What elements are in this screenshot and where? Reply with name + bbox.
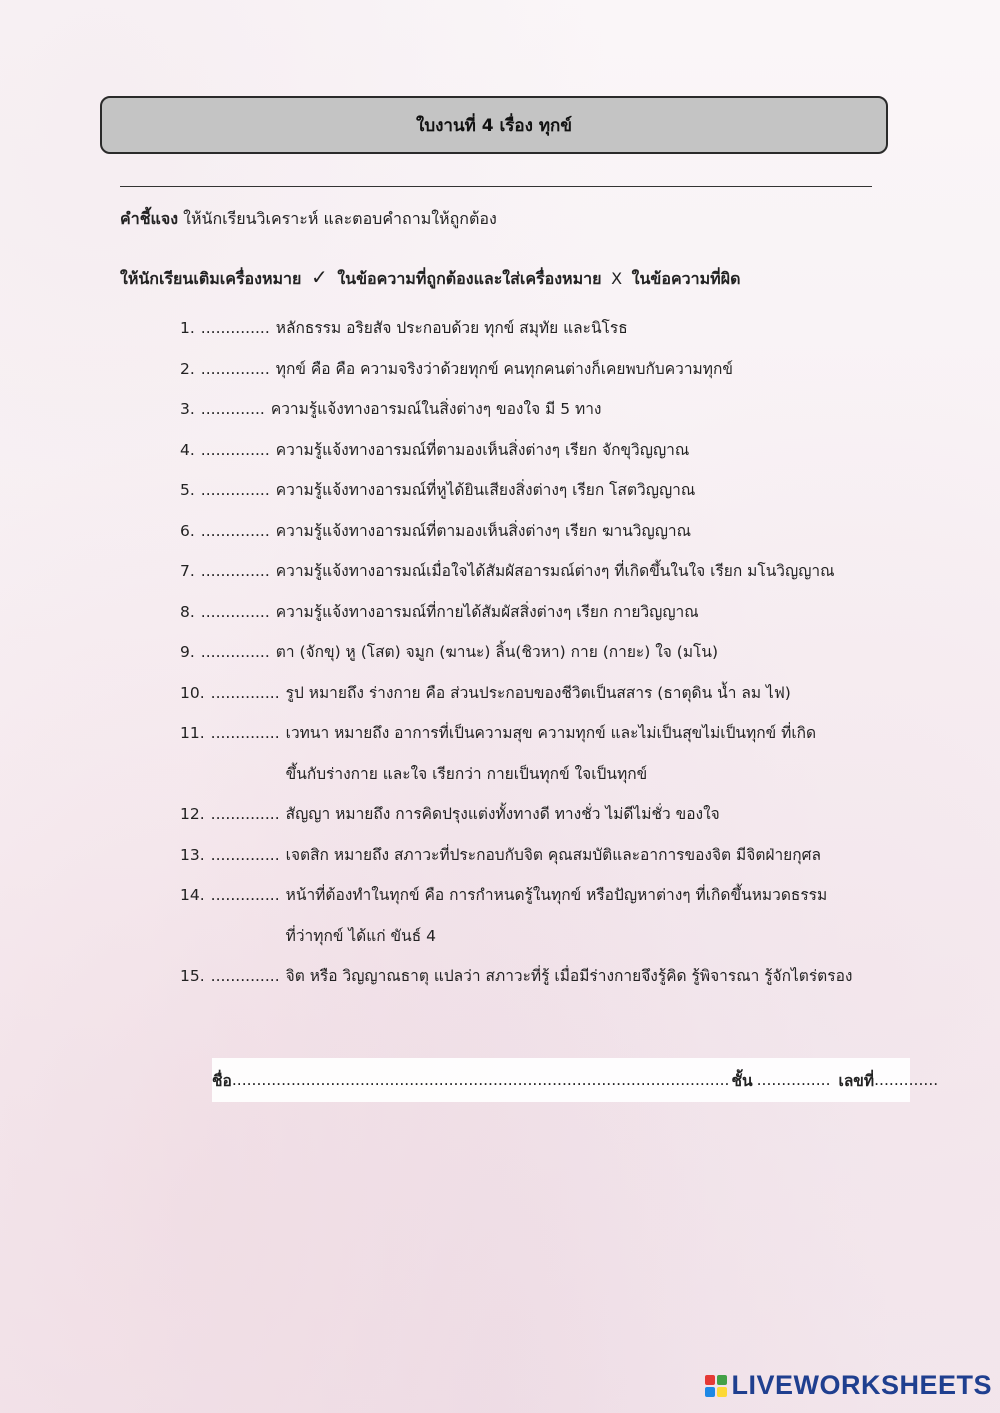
number-label: เลขที่ bbox=[838, 1071, 875, 1090]
question-text: ความรู้แจ้งทางอารมณ์ในสิ่งต่างๆ ของใจ มี 5 ทาง bbox=[270, 400, 602, 418]
question-item bbox=[180, 713, 940, 794]
question-text: ทุกข์ คือ คือ ความจริงว่าด้วยทุกข์ คนทุกคนต่างก็เคยพบกับความทุกข์ bbox=[275, 359, 733, 378]
class-field[interactable]: ............... bbox=[756, 1071, 831, 1089]
question-number: 2. bbox=[180, 359, 195, 378]
answer-blank[interactable]: .............. bbox=[210, 683, 280, 702]
logo-square bbox=[705, 1375, 715, 1385]
question-text: ความรู้แจ้งทางอารมณ์ที่ตามองเห็นสิ่งต่างๆ เรียก ฆานวิญญาณ bbox=[275, 521, 691, 540]
answer-blank[interactable]: .............. bbox=[200, 602, 270, 621]
question-text-line: ที่ว่าทุกข์ ได้แก่ ขันธ์ 4 bbox=[285, 926, 436, 945]
answer-blank[interactable]: .............. bbox=[200, 562, 270, 580]
name-label: ชื่อ bbox=[212, 1071, 232, 1090]
question-number: 14. bbox=[180, 886, 205, 904]
class-label: ชั้น bbox=[731, 1071, 753, 1090]
x-mark-icon: X bbox=[611, 269, 623, 288]
question-text: ความรู้แจ้งทางอารมณ์ที่กายได้สัมผัสสิ่งต่างๆ เรียก กายวิญญาณ bbox=[275, 602, 699, 621]
question-number: 8. bbox=[180, 602, 195, 621]
liveworksheets-logo[interactable] bbox=[705, 1370, 992, 1401]
instruction-text: ให้นักเรียนวิเคราะห์ และตอบคำถามให้ถูกต้อง bbox=[183, 209, 497, 228]
answer-blank[interactable]: .............. bbox=[200, 319, 270, 337]
answer-blank[interactable]: .............. bbox=[210, 967, 280, 985]
question-text bbox=[286, 875, 828, 956]
answer-blank[interactable]: .............. bbox=[210, 886, 280, 904]
question-number: 3. bbox=[180, 400, 195, 418]
question-text: ความรู้แจ้งทางอารมณ์ที่หูได้ยินเสียงสิ่งต่างๆ เรียก โสตวิญญาณ bbox=[275, 481, 696, 499]
question-item bbox=[180, 673, 940, 714]
question-number: 4. bbox=[180, 440, 195, 459]
answer-blank[interactable]: .............. bbox=[210, 724, 280, 742]
task-part2: ในข้อความที่ถูกต้องและใส่เครื่องหมาย bbox=[337, 269, 602, 288]
question-item bbox=[180, 875, 940, 956]
worksheet-title-box bbox=[100, 96, 888, 154]
question-item bbox=[180, 308, 940, 349]
question-item bbox=[180, 389, 940, 430]
student-info bbox=[212, 1058, 939, 1102]
question-text-line: หน้าที่ต้องทำในทุกข์ คือ การกำหนดรู้ในทุกข์ หรือปัญหาต่างๆ ที่เกิดขึ้นหมวดธรรม bbox=[285, 886, 828, 904]
answer-blank[interactable]: .............. bbox=[210, 845, 280, 864]
question-number: 10. bbox=[180, 683, 205, 702]
question-text: เจตสิก หมายถึง สภาวะที่ประกอบกับจิต คุณสมบัติและอาการของจิต มีจิตฝ่ายกุศล bbox=[285, 845, 821, 864]
divider bbox=[120, 186, 872, 187]
instruction bbox=[120, 207, 497, 232]
task-part3: ในข้อความที่ผิด bbox=[631, 269, 741, 288]
answer-blank[interactable]: .............. bbox=[200, 521, 270, 540]
question-text bbox=[286, 713, 816, 794]
check-mark-icon: ✓ bbox=[310, 265, 328, 289]
page-title: ใบงานที่ 4 เรื่อง ทุกข์ bbox=[416, 115, 572, 136]
name-field[interactable]: ..................................................................................................... bbox=[231, 1071, 730, 1089]
logo-square bbox=[705, 1387, 715, 1397]
answer-blank[interactable]: .............. bbox=[200, 481, 270, 499]
question-item bbox=[180, 551, 940, 592]
question-item bbox=[180, 632, 940, 673]
question-item bbox=[180, 956, 940, 997]
question-text: ความรู้แจ้งทางอารมณ์เมื่อใจได้สัมผัสอารมณ์ต่างๆ ที่เกิดขึ้นในใจ เรียก มโนวิญญาณ bbox=[275, 562, 835, 580]
task-part1: ให้นักเรียนเติมเครื่องหมาย bbox=[120, 269, 302, 288]
question-text-line: เวทนา หมายถึง อาการที่เป็นความสุข ความทุกข์ และไม่เป็นสุขไม่เป็นทุกข์ ที่เกิด bbox=[285, 724, 817, 742]
question-item bbox=[180, 470, 940, 511]
question-text: สัญญา หมายถึง การคิดปรุงแต่งทั้งทางดี ทางชั่ว ไม่ดีไม่ชั่ว ของใจ bbox=[285, 805, 720, 823]
answer-blank[interactable]: .............. bbox=[200, 643, 270, 661]
question-number: 1. bbox=[180, 319, 195, 337]
question-number: 13. bbox=[180, 845, 205, 864]
logo-square bbox=[717, 1375, 727, 1385]
question-number: 15. bbox=[180, 967, 205, 985]
question-item bbox=[180, 349, 940, 390]
question-text: หลักธรรม อริยสัจ ประกอบด้วย ทุกข์ สมุทัย และนิโรธ bbox=[275, 319, 628, 337]
question-number: 9. bbox=[180, 643, 195, 661]
question-text: ความรู้แจ้งทางอารมณ์ที่ตามองเห็นสิ่งต่างๆ เรียก จักขุวิญญาณ bbox=[275, 440, 690, 459]
answer-blank[interactable]: ............. bbox=[200, 400, 265, 418]
answer-blank[interactable]: .............. bbox=[200, 440, 270, 459]
question-text: รูป หมายถึง ร่างกาย คือ ส่วนประกอบของชีวิตเป็นสสาร (ธาตุดิน น้ำ ลม ไฟ) bbox=[285, 683, 791, 702]
question-text-line: ขึ้นกับร่างกาย และใจ เรียกว่า กายเป็นทุกข์ ใจเป็นทุกข์ bbox=[285, 764, 648, 783]
logo-grid-icon bbox=[705, 1375, 727, 1397]
instruction-label: คำชี้แจง bbox=[120, 209, 179, 228]
question-number: 12. bbox=[180, 805, 205, 823]
answer-blank[interactable]: .............. bbox=[210, 805, 280, 823]
question-item bbox=[180, 511, 940, 552]
question-list bbox=[180, 308, 940, 997]
question-number: 7. bbox=[180, 562, 195, 580]
logo-square bbox=[717, 1387, 727, 1397]
question-text: ตา (จักขุ) หู (โสต) จมูก (ฆานะ) ลิ้น(ชิวหา) กาย (กายะ) ใจ (มโน) bbox=[275, 643, 719, 661]
question-number: 6. bbox=[180, 521, 195, 540]
question-number: 11. bbox=[180, 724, 205, 742]
number-field[interactable]: ............. bbox=[874, 1071, 939, 1089]
task-instruction bbox=[120, 265, 740, 292]
question-item bbox=[180, 592, 940, 633]
question-item bbox=[180, 430, 940, 471]
logo-text: LIVEWORKSHEETS bbox=[731, 1370, 992, 1400]
question-text: จิต หรือ วิญญาณธาตุ แปลว่า สภาวะที่รู้ เมื่อมีร่างกายจึงรู้คิด รู้พิจารณา รู้จักไตร่ตรอง bbox=[285, 967, 853, 985]
answer-blank[interactable]: .............. bbox=[200, 359, 270, 378]
question-item bbox=[180, 794, 940, 835]
question-item bbox=[180, 835, 940, 876]
question-number: 5. bbox=[180, 481, 195, 499]
